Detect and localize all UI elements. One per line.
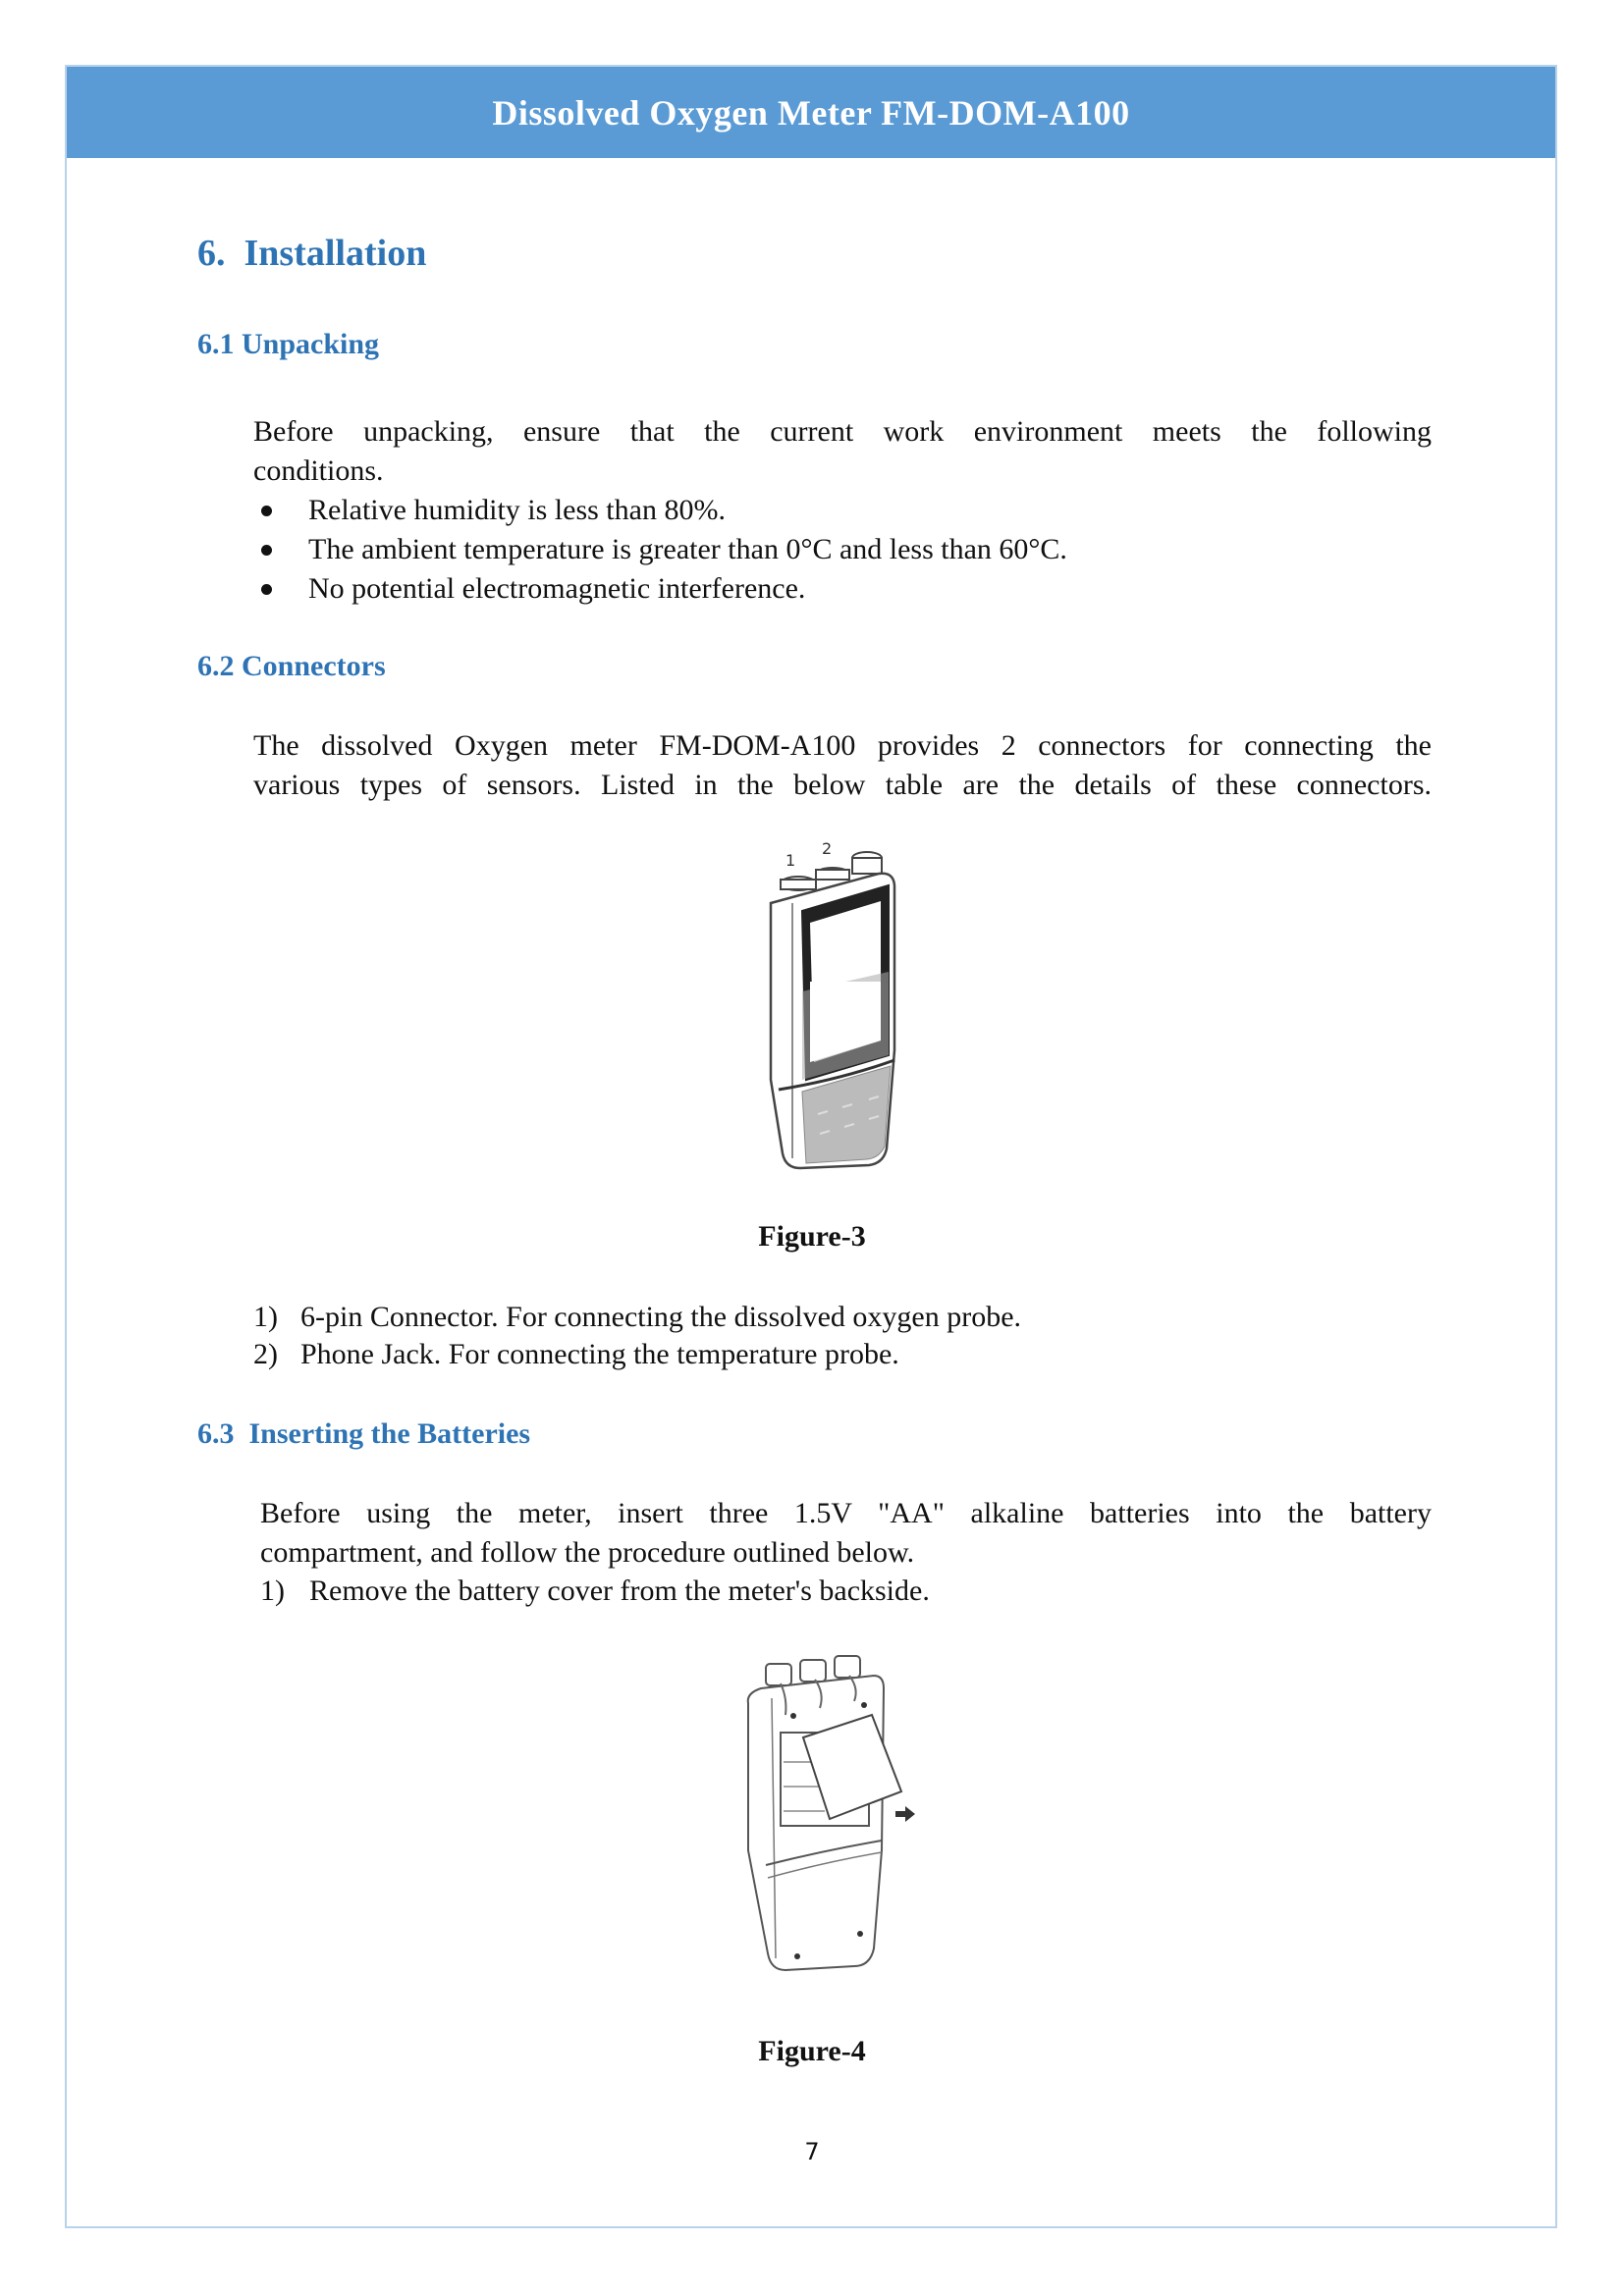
page-number: 7 (804, 2138, 820, 2165)
callout-1: 1 (785, 851, 796, 870)
figure-4-caption: Figure-4 (758, 2035, 866, 2067)
list-number: 1) (260, 1575, 285, 1607)
unpacking-intro (253, 412, 1432, 452)
figure-3-meter-front-illustration (731, 834, 918, 1188)
callout-2: 2 (822, 839, 833, 858)
bullet-icon (261, 584, 272, 595)
list-number: 2) (253, 1338, 278, 1370)
batteries-intro (260, 1494, 1432, 1533)
connectors-intro-line-1: The dissolved Oxygen meter FM-DOM-A100 provides 2 connectors for connecting the (253, 729, 1432, 762)
batteries-intro-line-1: Before using the meter, insert three 1.5V "AA" alkaline batteries into the battery (260, 1497, 1432, 1529)
document-title: Dissolved Oxygen Meter FM-DOM-A100 (492, 92, 1130, 133)
subsection-heading-batteries: 6.3 Inserting the Batteries (197, 1417, 531, 1450)
document-header (67, 67, 1555, 158)
arrow-right-icon (895, 1806, 915, 1822)
list-text: Phone Jack. For connecting the temperature probe. (300, 1338, 899, 1370)
unpacking-intro-2 (253, 452, 1432, 491)
bullet-icon (261, 506, 272, 516)
connectors-intro (253, 726, 1432, 805)
battery-steps-list (260, 1573, 1389, 1610)
connectors-list (253, 1299, 1382, 1373)
list-item (253, 530, 1067, 569)
bullet-icon (261, 545, 272, 556)
figure-3-caption: Figure-3 (758, 1220, 866, 1253)
figure-4-battery-cover-illustration (727, 1654, 923, 1978)
connectors-intro-line-2: various types of sensors. Listed in the below table are the details of these connectors. (253, 769, 1432, 801)
list-text: Remove the battery cover from the meter's backside. (309, 1575, 930, 1607)
list-item (253, 491, 1067, 530)
list-item (253, 1336, 1382, 1373)
unpacking-intro-line-2: conditions. (253, 454, 384, 487)
bullet-text: No potential electromagnetic interference. (308, 572, 806, 605)
list-text: 6-pin Connector. For connecting the dissolved oxygen probe. (300, 1301, 1022, 1333)
list-item (253, 1299, 1382, 1336)
list-item (253, 569, 1067, 609)
subsection-heading-connectors: 6.2 Connectors (197, 650, 386, 682)
unpacking-conditions-list (253, 491, 1067, 609)
subsection-heading-unpacking: 6.1 Unpacking (197, 328, 380, 360)
meter-back-icon (727, 1654, 923, 1978)
batteries-intro-line-2: compartment, and follow the procedure outlined below. (260, 1536, 915, 1569)
meter-front-icon (731, 834, 918, 1188)
unpacking-intro-line-1: Before unpacking, ensure that the current work environment meets the following (253, 415, 1432, 448)
section-heading-installation: 6. Installation (197, 233, 427, 274)
list-item (260, 1573, 1389, 1610)
bullet-text: Relative humidity is less than 80%. (308, 494, 726, 526)
list-number: 1) (253, 1301, 278, 1333)
bullet-text: The ambient temperature is greater than 0°C and less than 60°C. (308, 533, 1067, 565)
batteries-intro-2 (260, 1533, 1432, 1573)
